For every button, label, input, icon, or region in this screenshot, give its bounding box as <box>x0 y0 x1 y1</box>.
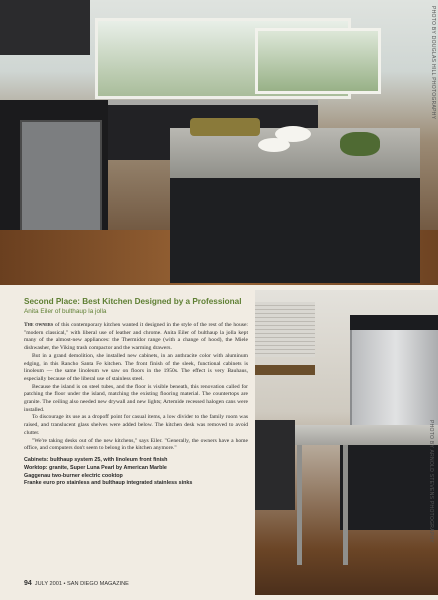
island-top-photo-element <box>295 425 438 445</box>
issue-info: JULY 2001 • SAN DIEGO MAGAZINE <box>34 581 129 587</box>
kitchen-photo-secondary <box>255 290 438 595</box>
range-hood-photo-element <box>0 0 90 55</box>
spec-item: Gaggenau two-burner electric cooktop <box>24 472 123 479</box>
paragraph-lead-in: The owners <box>24 322 54 328</box>
plant-photo-element <box>340 132 380 156</box>
fruit-tray-photo-element <box>190 118 260 136</box>
spec-item: Worktop: granite, Super Luna Pearl by American Marble <box>24 464 167 471</box>
photo-credit-top: PHOTO BY DOUGLAS HILL PHOTOGRAPHY <box>430 6 436 120</box>
spec-item: Franke euro pro stainless and bulthaup integrated stainless sinks <box>24 480 193 487</box>
window-photo-element <box>255 28 381 94</box>
article-column <box>24 296 248 488</box>
appliance-garage-photo-element <box>255 302 315 357</box>
page-footer <box>24 580 129 587</box>
cabinet-photo-element <box>255 420 295 510</box>
spec-list <box>24 457 248 488</box>
article-paragraph: "We're taking desks out of the new kitchens," says Eiler. "Generally, the owners have a home office, and computers don't seem to belong in the kitchen anymore." <box>24 437 248 452</box>
photo-credit-bottom: PHOTO BY ARNOLD STEVENS PHOTOGRAPHY <box>428 420 434 544</box>
article-paragraph: To discourage its use as a dropoff point for casual items, a low divider to the family room was raised, and translucent glass shelves were added below. The kitchen desk was removed to avoid clutter. <box>24 414 248 436</box>
article-body <box>24 322 248 453</box>
island-body-photo-element <box>340 445 438 530</box>
page-number: 94 <box>24 580 32 587</box>
article-paragraph: But in a grand demolition, she installed new cabinets, in an anthracite color with aluminum edging, in this Rancho Santa Fe kitchen. The front finish of the sleek, functional cabinets is linoleum — the same linoleum we saw on floors in the 1950s. The effect is very Bauhaus, especially because of the liberal use of stainless steel. <box>24 352 248 382</box>
paragraph-text: of this contemporary kitchen wanted it designed in the style of the rest of the house: "modern classical," with liberal use of leather and chrome. Anita Eiler of bulthaup la jolla kept many of the almost-new appliances: the Thermidor range (with a change of hood), the Miele dishwasher, the Viking trash compactor and the warming drawers. <box>24 322 248 352</box>
article-paragraph <box>24 322 248 353</box>
shelf-photo-element <box>255 365 315 375</box>
article-byline: Anita Eiler of bulthaup la jolla <box>24 308 107 315</box>
island-leg-photo-element <box>343 445 348 565</box>
spec-item: Cabinets: bulthaup system 25, with linoleum front finish <box>24 456 168 463</box>
article-paragraph: Because the island is on steel tubes, and the floor is visible beneath, this renovation called for patching the floor under the island, matching the existing flooring material. The countertops are granite. The ceiling also needed new drywall and new lights; Artemide recessed halogen cans were installed. <box>24 383 248 413</box>
article-headline: Second Place: Best Kitchen Designed by a Professional <box>24 297 242 306</box>
range-photo-element <box>20 120 102 234</box>
island-leg-photo-element <box>297 445 302 565</box>
kitchen-photo-main <box>0 0 438 285</box>
bowl-photo-element <box>258 138 290 152</box>
island-body-photo-element <box>170 178 420 283</box>
